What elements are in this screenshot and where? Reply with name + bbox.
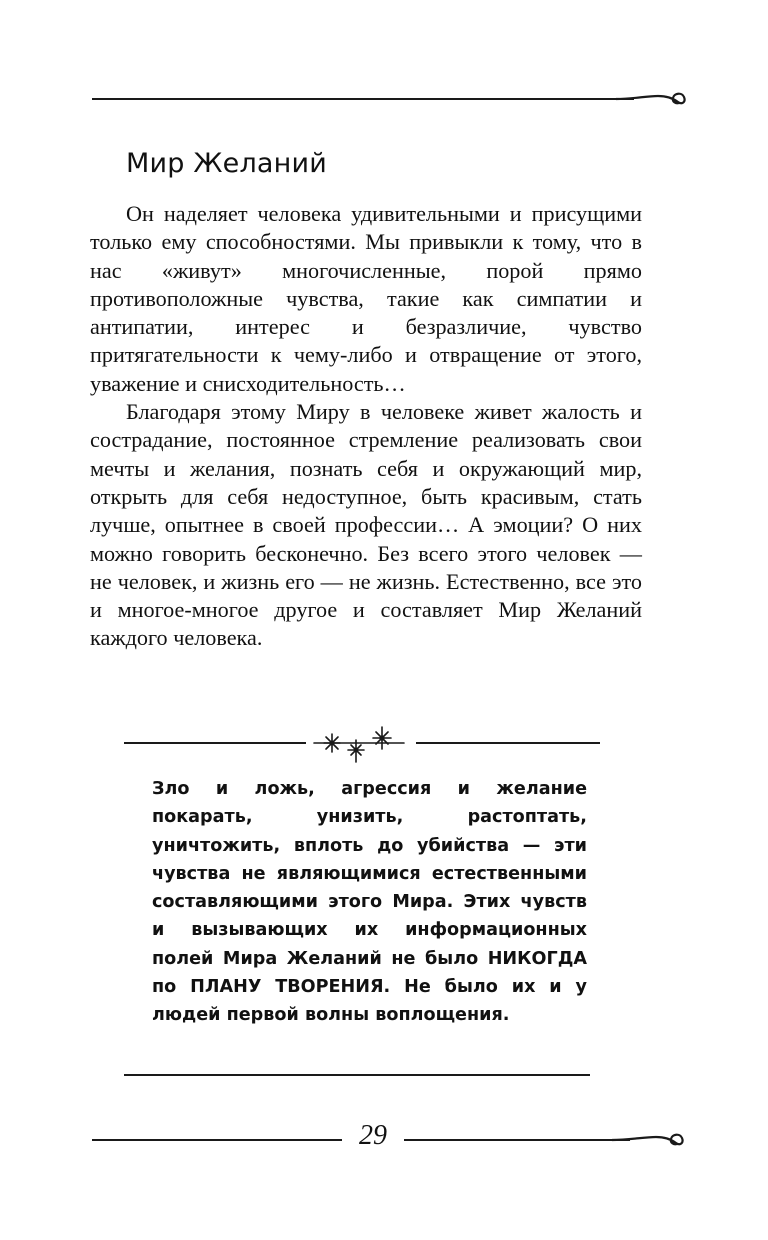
paragraph-2: Благодаря этому Миру в человеке живет жалость и сострадание, постоянное стремление реализовать свои мечты и желания, познать себя и окружающий мир, открыть для себя недоступное, быть красивым, стать лучше, опытнее в своей профессии… А эмоции? О них можно говорить бесконечно. Без всего этого человек — не человек, и жизнь его — не жизнь. Естественно, все это и многое-многое другое и составляет Мир Желаний каждого человека. [90, 399, 642, 651]
paragraph-1: Он наделяет человека удивительными и присущими только ему способностями. Мы привыкли к тому, что в нас «живут» многочисленные, порой прямо противоположные чувства, такие как симпатии и антипатии, интерес и безразличие, чувство притягательности к чему-либо и отвращение от этого, уважение и снисходительность… [90, 201, 642, 396]
callout-text: Зло и ложь, агрессия и желание покарать, унизить, растоптать, уничтожить, вплоть до убийства — эти чувства не являющимися естественными составляющими этого Мира. Этих чувств и вызывающих их информационных полей Мира Желаний не было НИКОГДА по ПЛАНУ ТВОРЕНИЯ. Не было их и у людей первой волны воплощения. [152, 779, 587, 1026]
body-text [90, 200, 642, 653]
divider-line-right [416, 742, 600, 744]
star-divider [124, 718, 600, 770]
page-number: 29 [359, 1120, 387, 1151]
header-rule [92, 98, 634, 100]
header-flourish-icon [616, 82, 688, 114]
divider-line-left [124, 742, 306, 744]
footer-flourish-icon [612, 1124, 688, 1156]
footer-rule-left [92, 1139, 342, 1141]
stars-ornament-icon [304, 718, 414, 770]
footer-rule-right [404, 1139, 630, 1141]
callout-bottom-rule [124, 1074, 590, 1076]
section-title: Мир Желаний [126, 148, 328, 179]
